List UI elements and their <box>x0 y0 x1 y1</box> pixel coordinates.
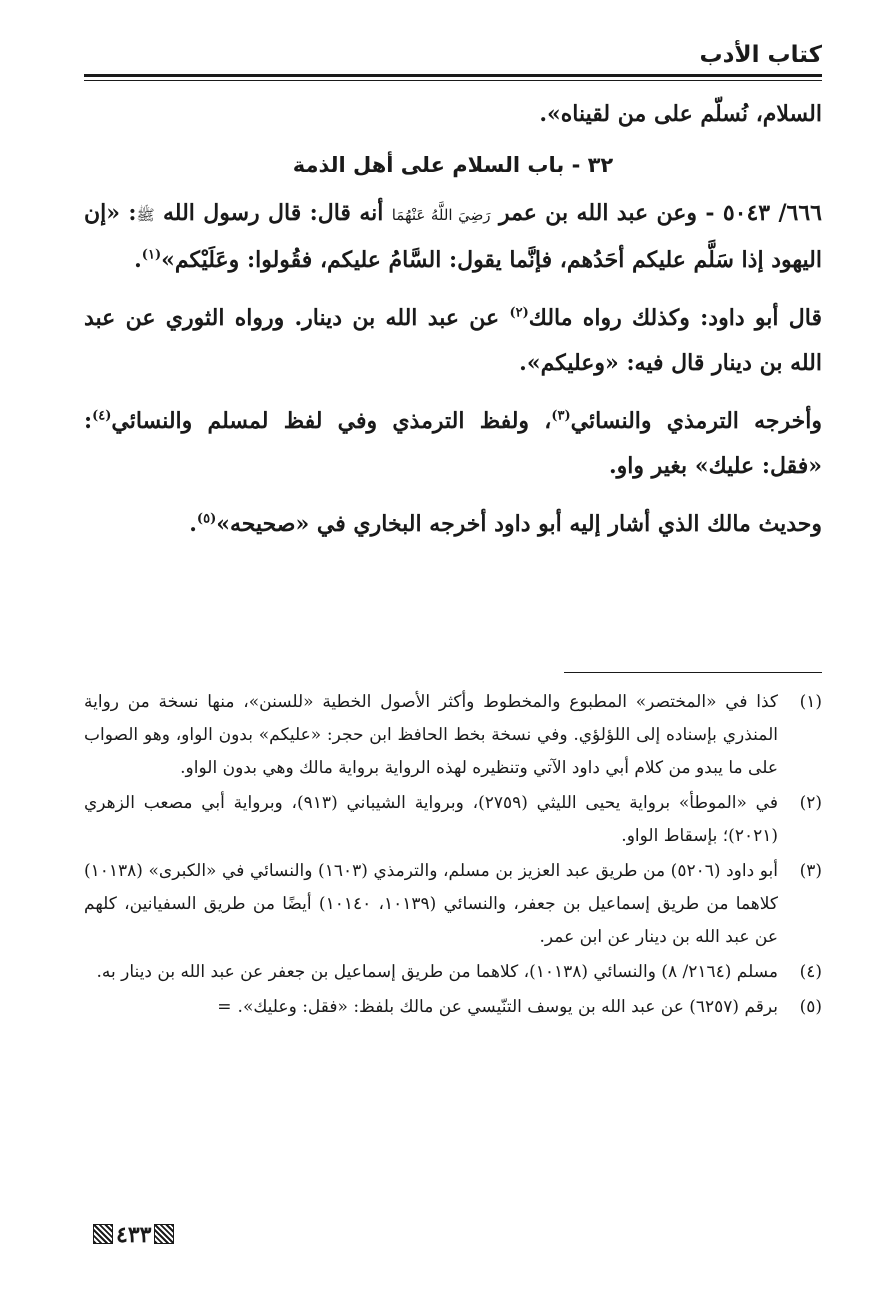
footnote-ref-4[interactable]: (٤) <box>92 408 112 424</box>
footnote-ref-3[interactable]: (٣) <box>551 408 571 424</box>
honorific-radiyallahu: رَضِيَ اللَّهُ عَنْهُمَا <box>391 206 491 224</box>
ornament-icon <box>93 1224 113 1244</box>
footnote-number: (٢) <box>799 793 822 813</box>
footnote-text: أبو داود (٥٢٠٦) من طريق عبد العزيز بن مسلم، والترمذي (١٦٠٣) والنسائي في «الكبرى» (١٠١٣٨) كلاهما من طريق إسماعيل بن جعفر، والنسائي (١٠١٣٩، ١٠١٤٠) أيضًا من طريق السفيانين، كلهم عن عبد الله بن دينار عن ابن عمر. <box>84 861 779 947</box>
footnote-5 <box>84 991 822 1024</box>
continued-paragraph: السلام، نُسلّم على من لقيناه». <box>539 101 822 127</box>
chapter-heading: ٣٢ - باب السلام على أهل الذمة <box>292 153 614 177</box>
abudawud-text-1: قال أبو داود: وكذلك رواه مالك <box>528 305 822 331</box>
malik-paragraph <box>84 502 822 547</box>
header-rule-thin <box>84 80 822 81</box>
footnote-text: كذا في «المختصر» المطبوع والمخطوط وأكثر الأصول الخطية «للسنن»، منها نسخة من رواية المنذري بإسناده إلى اللؤلؤي. وفي نسخة بخط الحافظ ابن حجر: «عليكم» بدون الواو، وهو الصواب على ما يبدو من كلام أبي داود الآتي وتنظيره لهذه الرواية برواية مالك وهي بدون الواو. <box>84 692 778 778</box>
footnote-4 <box>84 956 822 989</box>
footnote-3 <box>84 855 822 954</box>
hadith-text-3: : «إن اليهود إذا سَلَّم عليكم أحَدُهم، فإنَّما يقول: السَّامُ عليكم، فقُولوا: وعَلَيْكم» <box>84 200 822 273</box>
takhrij-text-1: وأخرجه الترمذي والنسائي <box>570 408 822 434</box>
abudawud-paragraph <box>84 296 822 386</box>
malik-text: وحديث مالك الذي أشار إليه أبو داود أخرجه البخاري في «صحيحه» <box>216 511 822 537</box>
honorific-salla: ﷺ <box>136 206 155 224</box>
footnote-1 <box>84 686 822 785</box>
header-rule-thick <box>84 74 822 77</box>
footnote-separator <box>564 672 822 673</box>
footnote-number: (٣) <box>799 861 822 881</box>
footnote-ref-2[interactable]: (٢) <box>509 305 529 321</box>
footnote-ref-5[interactable]: (٥) <box>196 511 217 527</box>
hadith-end: . <box>134 247 142 273</box>
takhrij-text-3: : «فقل: عليك» بغير واو. <box>84 408 822 479</box>
running-title: كتاب الأدب <box>699 42 822 68</box>
abudawud-text-2: عن عبد الله بن دينار. ورواه الثوري عن عبد الله بن دينار قال فيه: «وعليكم». <box>84 305 822 376</box>
footnote-number: (٤) <box>799 962 822 982</box>
footnote-text-body: برقم (٦٢٥٧) عن عبد الله بن يوسف التنّيسي عن مالك بلفظ: «فقل: وعليك». <box>237 997 778 1017</box>
footnote-text: مسلم (٢١٦٤/ ٨) والنسائي (١٠١٣٨)، كلاهما من طريق إسماعيل بن جعفر عن عبد الله بن دينار به. <box>96 962 778 982</box>
footnote-text <box>84 991 778 1024</box>
footnote-number: (١) <box>799 692 822 712</box>
hadith-text-1: ٦٦٦/ ٥٠٤٣ - وعن عبد الله بن عمر <box>498 200 822 226</box>
hadith-text-2: أنه قال: قال رسول الله <box>154 200 392 226</box>
ornament-icon <box>154 1224 174 1244</box>
hadith-paragraph <box>84 191 822 283</box>
footnote-number: (٥) <box>799 997 822 1017</box>
footnote-text: في «الموطأ» برواية يحيى الليثي (٢٧٥٩)، وبرواية الشيباني (٩١٣)، وبرواية أبي مصعب الزهري (٢٠٢١)؛ بإسقاط الواو. <box>84 793 778 846</box>
footnote-ref-1[interactable]: (١) <box>141 247 162 263</box>
page-number-folio <box>90 1222 177 1248</box>
takhrij-text-2: ، ولفظ الترمذي وفي لفظ لمسلم والنسائي <box>111 408 552 434</box>
page-number: ٤٣٣ <box>116 1222 152 1248</box>
footnotes <box>84 686 822 1026</box>
takhrij-paragraph <box>84 399 822 489</box>
malik-end: . <box>189 511 197 537</box>
footnote-2 <box>84 787 822 853</box>
main-text <box>84 92 822 547</box>
continuation-mark: = <box>217 997 232 1017</box>
